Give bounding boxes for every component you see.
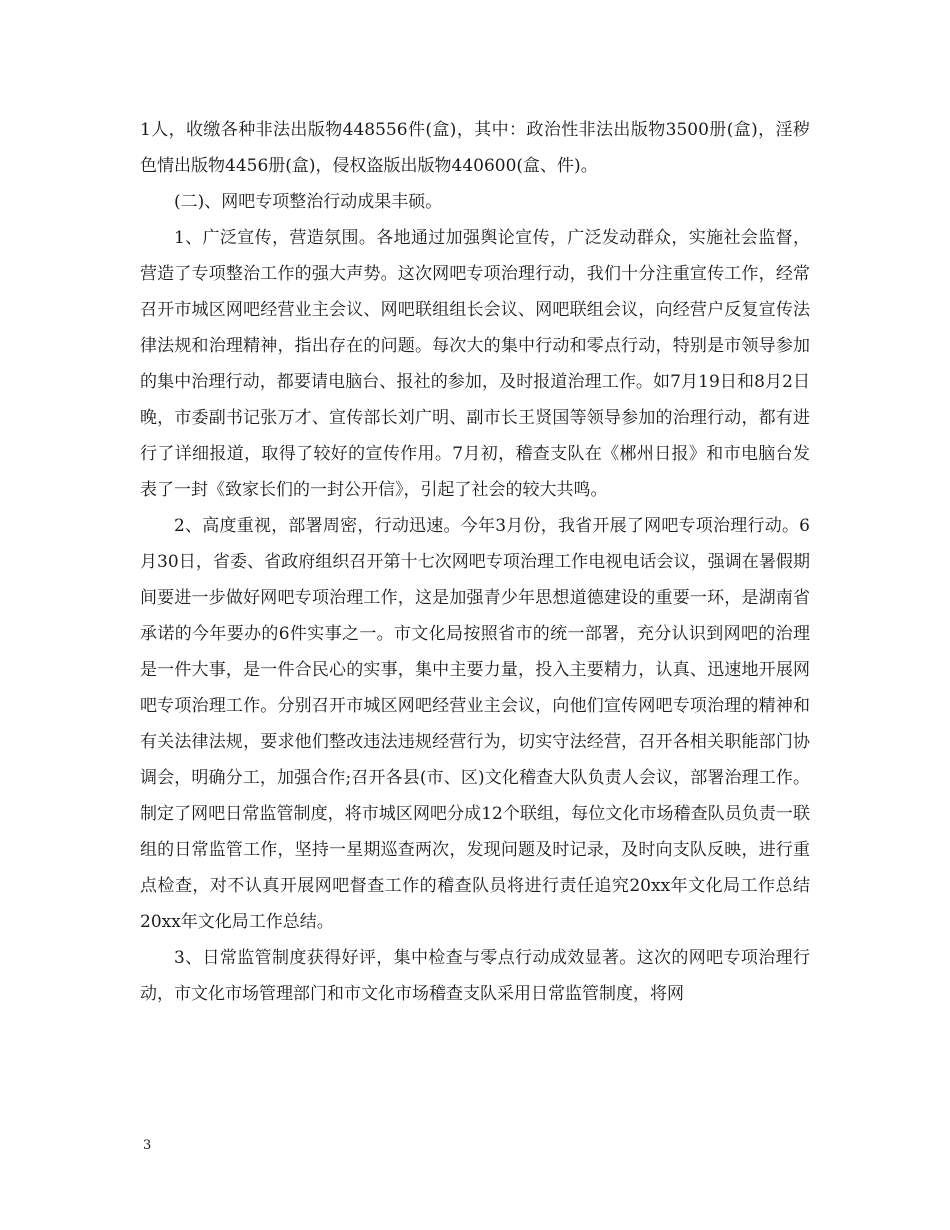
paragraph-publicity: 1、广泛宣传，营造氛围。各地通过加强舆论宣传，广泛发动群众，实施社会监督，营造了专项整治工作的强大声势。这次网吧专项治理行动，我们十分注重宣传工作，经常召开市城区网吧经营业主会议、网吧联组组长会议、网吧联组会议，向经营户反复宣传法律法规和治理精神，指出存在的问题。每次大的集中行动和零点行动，特别是市领导参加的集中治理行动，都要请电脑台、报社的参加，及时报道治理工作。如7月19日和8月2日晚，市委副书记张万才、宣传部长刘广明、副市长王贤国等领导参加的治理行动，都有进行了详细报道，取得了较好的宣传作用。7月初，稽查支队在《郴州日报》和市电脑台发表了一封《致家长们的一封公开信》，引起了社会的较大共鸣。: [140, 228, 810, 500]
paragraph-continuation: 1人，收缴各种非法出版物448556件(盒)，其中：政治性非法出版物3500册(盒)，淫秽色情出版物4456册(盒)，侵权盗版出版物440600(盒、件)。: [140, 120, 810, 176]
document-body: [140, 112, 810, 1012]
page-number: 3: [143, 1138, 152, 1153]
paragraph-deployment: 2、高度重视，部署周密，行动迅速。今年3月份，我省开展了网吧专项治理行动。6月30日，省委、省政府组织召开第十七次网吧专项治理工作电视电话会议，强调在暑假期间要进一步做好网吧专项治理工作，这是加强青少年思想道德建设的重要一环，是湖南省承诺的今年要办的6件实事之一。市文化局按照省市的统一部署，充分认识到网吧的治理是一件大事，是一件合民心的实事，集中主要力量，投入主要精力，认真、迅速地开展网吧专项治理工作。分别召开市城区网吧经营业主会议，向他们宣传网吧专项治理的精神和有关法律法规，要求他们整改违法违规经营行为，切实守法经营，召开各相关职能部门协调会，明确分工，加强合作;召开各县(市、区)文化稽查大队负责人会议，部署治理工作。制定了网吧日常监管制度，将市城区网吧分成12个联组，每位文化市场稽查队员负责一联组的日常监管工作，坚持一星期巡查两次，发现问题及时记录，及时向支队反映，进行重点检查，对不认真开展网吧督查工作的稽查队员将进行责任追究20xx年文化局工作总结20xx年文化局工作总结。: [140, 516, 810, 932]
section-heading: (二)、网吧专项整治行动成果丰硕。: [174, 192, 443, 212]
paragraph-supervision: 3、日常监管制度获得好评，集中检查与零点行动成效显著。这次的网吧专项治理行动，市文化市场管理部门和市文化市场稽查支队采用日常监管制度，将网: [140, 948, 810, 1004]
